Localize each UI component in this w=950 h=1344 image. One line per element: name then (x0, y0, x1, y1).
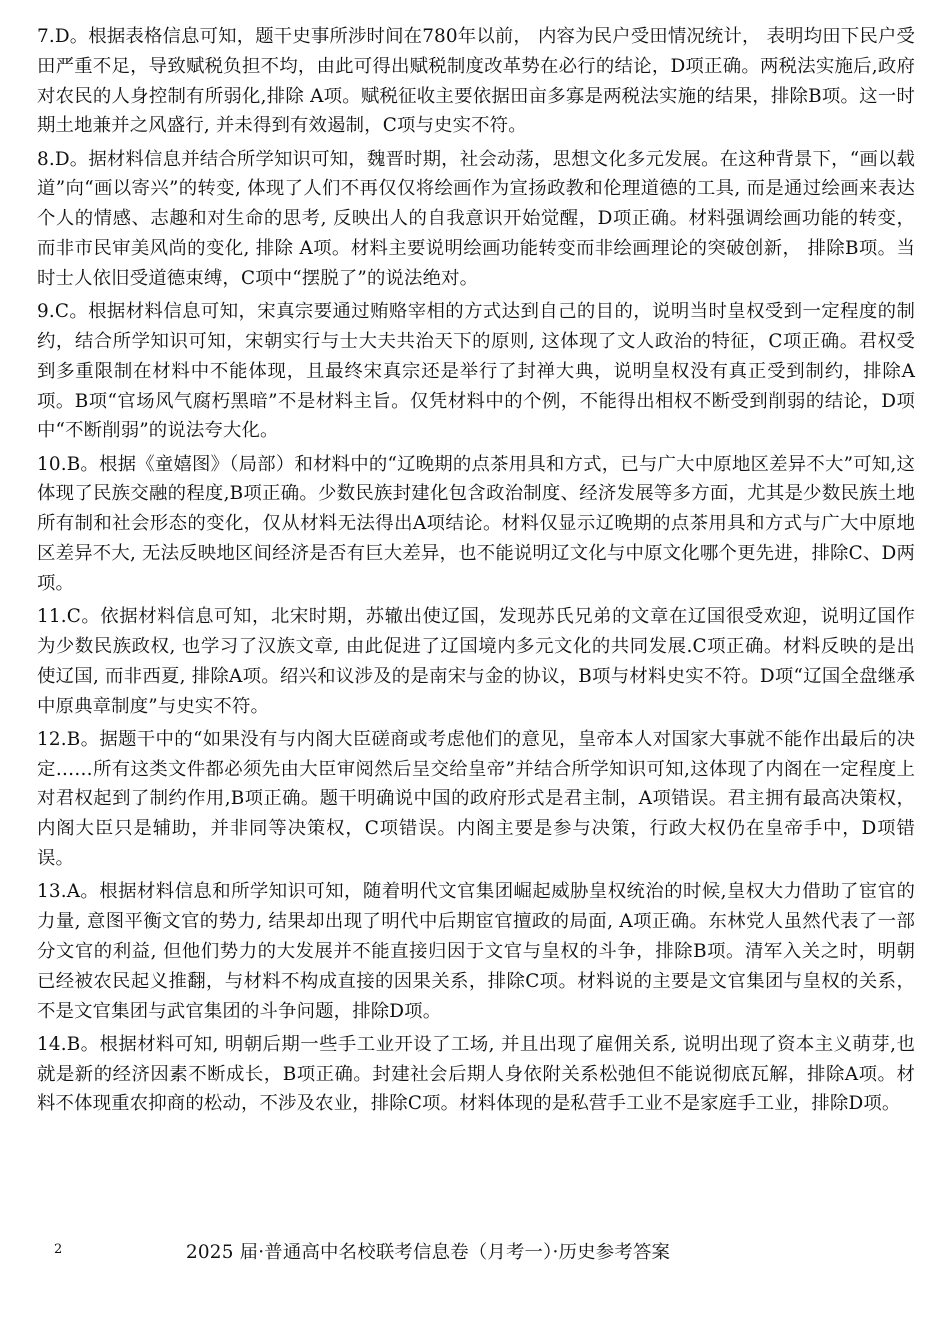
answer-item-9: 9.C。根据材料信息可知，宋真宗要通过贿赂宰相的方式达到自己的目的，说明当时皇权受到一定程度的制约，结合所学知识可知，宋朝实行与士大夫共治天下的原则, 这体现了文人政治的特征，C项正确。君权受到多重限制在材料中不能体现，且最终宋真宗还是举行了封禅大典，说明皇权没有真正受到制约，排除A项。B项“官场风气腐朽黑暗”不是材料主旨。仅凭材料中的个例，不能得出相权不断受到削弱的结论，D项中“不断削弱”的说法夸大化。 (37, 301, 915, 442)
answer-item-10: 10.B。根据《童嬉图》（局部）和材料中的“辽晚期的点茶用具和方式，已与广大中原地区差异不大”可知,这体现了民族交融的程度,B项正确。少数民族封建化包含政治制度、经济发展等多方面，尤其是少数民族土地所有制和社会形态的变化，仅从材料无法得出A项结论。材料仅显示辽晚期的点茶用具和方式与广大中原地区差异不大, 无法反映地区间经济是否有巨大差异，也不能说明辽文化与中原文化哪个更先进，排除C、D两项。 (37, 453, 915, 594)
page-footer (0, 1238, 950, 1268)
answer-item-7: 7.D。根据表格信息可知，题干史事所涉时间在780年以前， 内容为民户受田情况统计， 表明均田下民户受田严重不足，导致赋税负担不均，由此可得出赋税制度改革势在必行的结论，D项正确。两税法实施后,政府对农民的人身控制有所弱化,排除 A项。赋税征收主要依据田亩多寡是两税法实施的结果，排除B项。这一时期土地兼并之风盛行, 并未得到有效遏制，C项与史实不符。 (37, 26, 915, 137)
footer-title: 2025 届·普通高中名校联考信息卷（月考一）·历史参考答案 (186, 1242, 671, 1263)
answer-item-11: 11.C。依据材料信息可知，北宋时期，苏辙出使辽国，发现苏氏兄弟的文章在辽国很受欢迎，说明辽国作为少数民族政权, 也学习了汉族文章, 由此促进了辽国境内多元文化的共同发展.C项正确。材料反映的是出使辽国, 而非西夏, 排除A项。绍兴和议涉及的是南宋与金的协议，B项与材料史实不符。D项“辽国全盘继承中原典章制度”与史实不符。 (37, 606, 915, 717)
answer-item-13: 13.A。根据材料信息和所学知识可知，随着明代文官集团崛起威胁皇权统治的时候,皇权大力借助了宦官的力量, 意图平衡文官的势力, 结果却出现了明代中后期宦官擅政的局面, A项正确。东林党人虽然代表了一部分文官的利益, 但他们势力的大发展并不能直接归因于文官与皇权的斗争，排除B项。清军入关之时，明朝已经被农民起义推翻，与材料不构成直接的因果关系，排除C项。材料说的主要是文官集团与皇权的关系，不是文官集团与武官集团的斗争问题，排除D项。 (37, 881, 915, 1022)
page-number: 2 (54, 1242, 63, 1257)
answer-item-14: 14.B。根据材料可知, 明朝后期一些手工业开设了工场, 并且出现了雇佣关系, 说明出现了资本主义萌芽,也就是新的经济因素不断成长，B项正确。封建社会后期人身依附关系松弛但不能说彻底瓦解，排除A项。材料不体现重农抑商的松动，不涉及农业，排除C项。材料体现的是私营手工业不是家庭手工业，排除D项。 (37, 1033, 915, 1115)
answer-content (37, 22, 915, 1123)
answer-item-12: 12.B。据题干中的“如果没有与内阁大臣磋商或考虑他们的意见，皇帝本人对国家大事就不能作出最后的决定……所有这类文件都必须先由大臣审阅然后呈交给皇帝”并结合所学知识可知,这体现了内阁在一定程度上对君权起到了制约作用,B项正确。题干明确说中国的政府形式是君主制，A项错误。君主拥有最高决策权，内阁大臣只是辅助，并非同等决策权，C项错误。内阁主要是参与决策，行政大权仍在皇帝手中，D项错误。 (37, 728, 915, 870)
answer-item-8: 8.D。据材料信息并结合所学知识可知，魏晋时期，社会动荡，思想文化多元发展。在这种背景下，“画以载道”向“画以寄兴”的转变, 体现了人们不再仅仅将绘画作为宣扬政教和伦理道德的工具, 而是通过绘画来表达个人的情感、志趣和对生命的思考, 反映出人的自我意识开始觉醒，D项正确。材料强调绘画功能的转变， 而非市民审美风尚的变化, 排除 A项。材料主要说明绘画功能转变而非绘画理论的突破创新， 排除B项。当时士人依旧受道德束缚，C项中“摆脱了”的说法绝对。 (37, 148, 915, 289)
